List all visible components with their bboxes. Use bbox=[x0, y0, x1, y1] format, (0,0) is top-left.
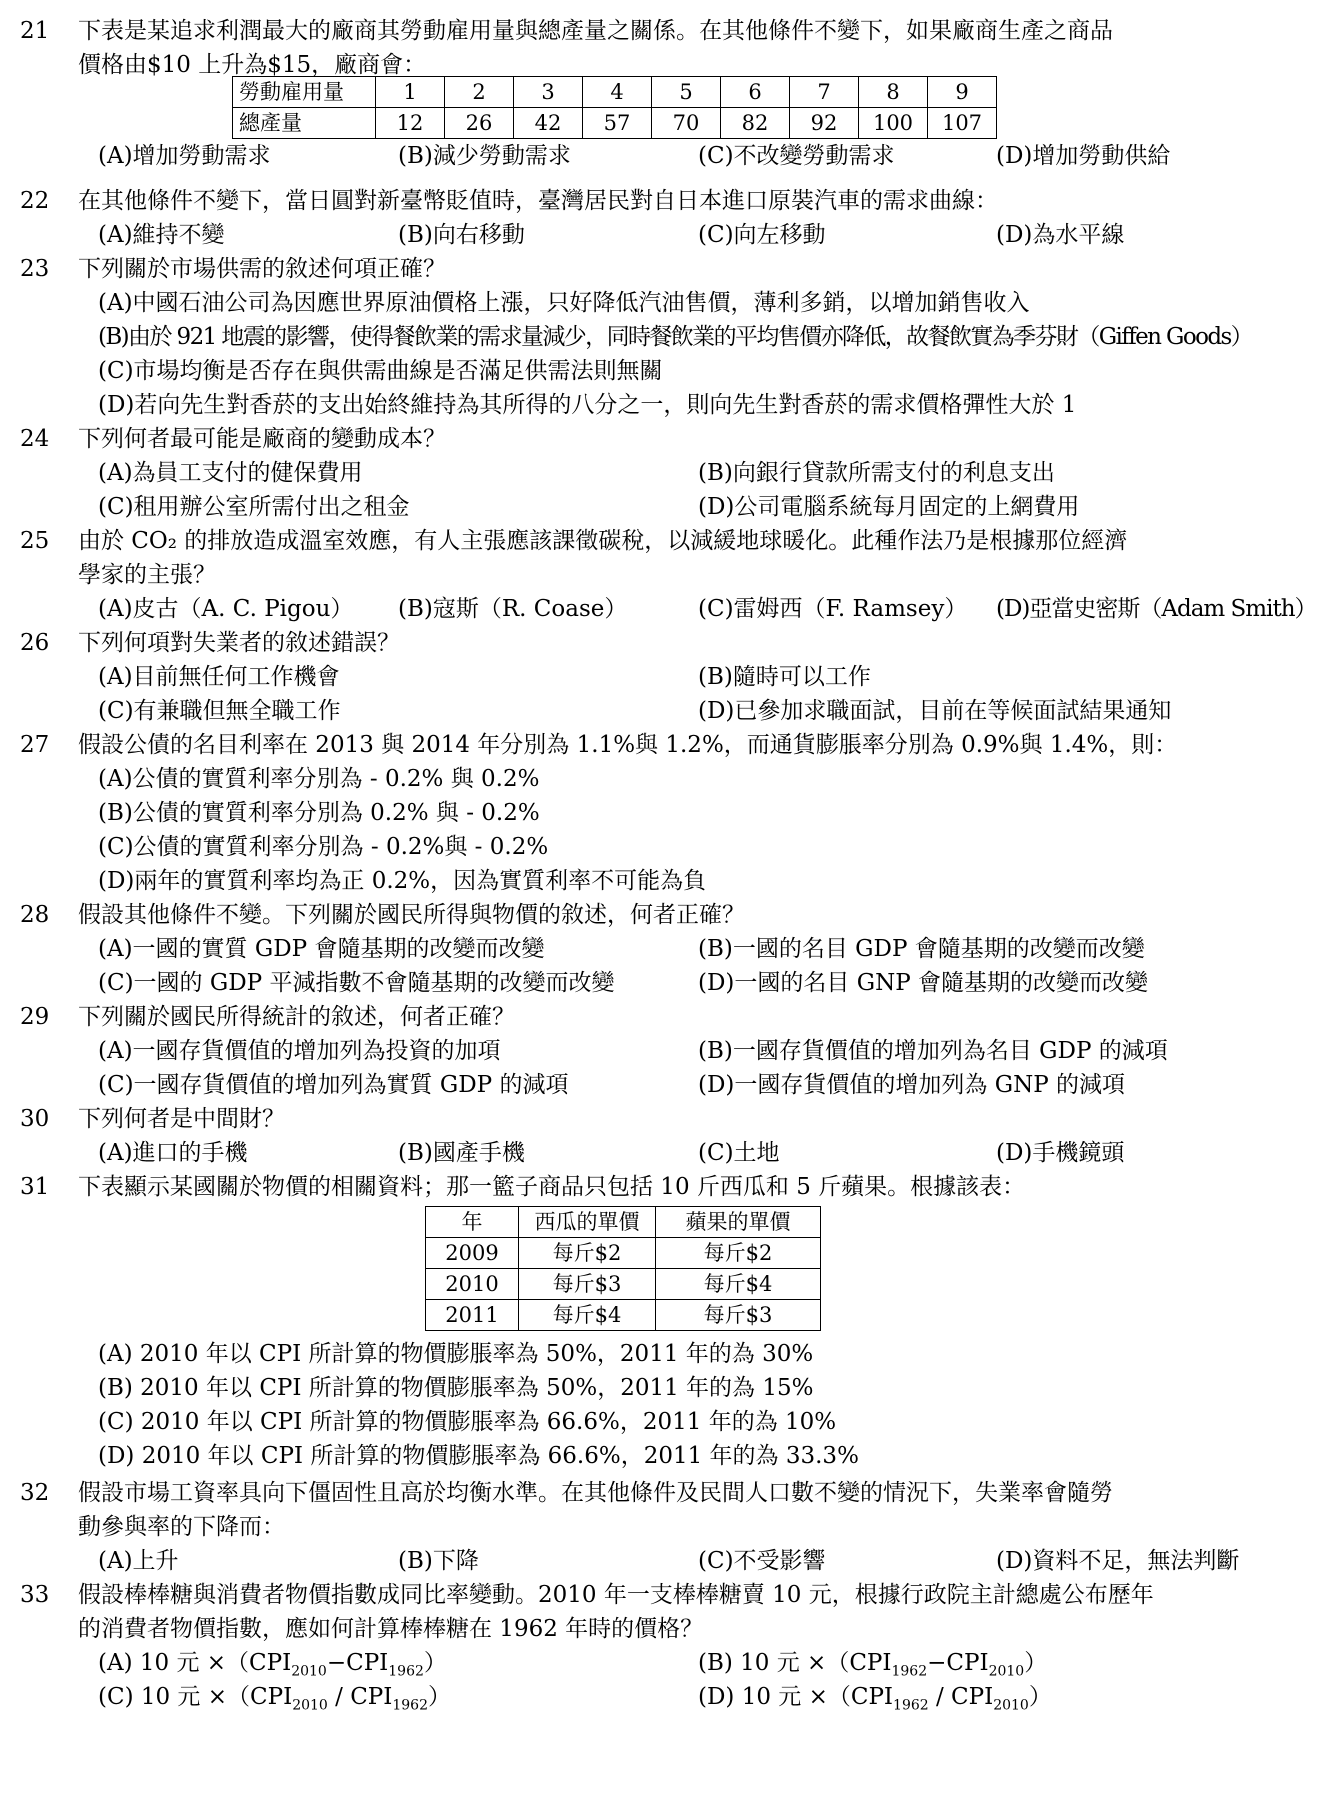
table-row: 年 西瓜的單價 蘋果的單價 bbox=[426, 1207, 821, 1238]
option-b: (B)一國的名目 GDP 會隨基期的改變而改變 bbox=[698, 936, 1145, 962]
options bbox=[78, 1034, 1260, 1102]
question-number: 28 bbox=[20, 902, 50, 928]
options bbox=[78, 932, 1260, 1000]
question-stem: 假設其他條件不變。下列關於國民所得與物價的敘述，何者正確？ bbox=[78, 902, 745, 928]
labor-output-table bbox=[232, 76, 997, 139]
question-number: 30 bbox=[20, 1106, 50, 1132]
options bbox=[78, 218, 1260, 252]
labor-output-table-wrap bbox=[232, 76, 1260, 139]
option-c: (C)公債的實質利率分別為 - 0.2%與 - 0.2% bbox=[98, 834, 549, 860]
question-26 bbox=[20, 626, 1260, 728]
question-number: 23 bbox=[20, 256, 50, 282]
option-a: (A)維持不變 bbox=[98, 222, 225, 248]
options bbox=[78, 1136, 1260, 1170]
option-b: (B)向右移動 bbox=[398, 222, 525, 248]
option-b: (B)下降 bbox=[398, 1548, 479, 1574]
question-25 bbox=[20, 524, 1317, 626]
option-d: (D)若向先生對香菸的支出始終維持為其所得的八分之一，則向先生對香菸的需求價格彈性大於 1 bbox=[98, 392, 1077, 418]
options bbox=[78, 139, 1260, 173]
option-b: (B)寇斯（R. Coase） bbox=[398, 596, 628, 622]
option-a: (A)增加勞動需求 bbox=[98, 143, 271, 169]
question-number: 26 bbox=[20, 630, 50, 656]
option-c: (C) 2010 年以 CPI 所計算的物價膨脹率為 66.6%，2011 年的為 10% bbox=[98, 1409, 837, 1435]
question-number: 29 bbox=[20, 1004, 50, 1030]
option-a: (A) 2010 年以 CPI 所計算的物價膨脹率為 50%，2011 年的為 30% bbox=[98, 1341, 814, 1367]
option-d: (D)資料不足，無法判斷 bbox=[996, 1548, 1240, 1574]
table-row: 勞動雇用量 1 2 3 4 5 6 7 8 9 bbox=[233, 77, 997, 108]
option-a: (A) 10 元 $\times(CPI_{2010}-CPI_{1962})$ bbox=[98, 1650, 447, 1680]
question-28 bbox=[20, 898, 1260, 1000]
option-b: (B)減少勞動需求 bbox=[398, 143, 571, 169]
options bbox=[78, 1646, 1260, 1714]
question-number: 32 bbox=[20, 1480, 50, 1506]
question-stem: 下列何者最可能是廠商的變動成本？ bbox=[78, 426, 446, 452]
question-number: 24 bbox=[20, 426, 50, 452]
question-21 bbox=[20, 14, 1260, 173]
option-c: (C) 10 元 $\times(CPI_{2010} / CPI_{1962})$ bbox=[98, 1684, 451, 1714]
options bbox=[78, 592, 1317, 626]
option-c: (C)有兼職但無全職工作 bbox=[98, 698, 341, 724]
question-32 bbox=[20, 1476, 1260, 1578]
option-b: (B)國產手機 bbox=[398, 1140, 525, 1166]
question-number: 25 bbox=[20, 528, 50, 554]
question-stem: 下表顯示某國關於物價的相關資料；那一籃子商品只包括 10 斤西瓜和 5 斤蘋果。根據該表： bbox=[78, 1174, 1026, 1200]
option-a: (A)進口的手機 bbox=[98, 1140, 248, 1166]
option-d: (D)為水平線 bbox=[996, 222, 1125, 248]
question-stem: 下列何者是中間財？ bbox=[78, 1106, 285, 1132]
table-row: 總產量 12 26 42 57 70 82 92 100 107 bbox=[233, 108, 997, 139]
option-c: (C)雷姆西（F. Ramsey） bbox=[698, 596, 968, 622]
option-d: (D) 2010 年以 CPI 所計算的物價膨脹率為 66.6%，2011 年的為 33.3% bbox=[98, 1443, 859, 1469]
option-c: (C)租用辦公室所需付出之租金 bbox=[98, 494, 410, 520]
option-a: (A)一國的實質 GDP 會隨基期的改變而改變 bbox=[98, 936, 545, 962]
option-d: (D)手機鏡頭 bbox=[996, 1140, 1125, 1166]
option-d: (D)一國的名目 GNP 會隨基期的改變而改變 bbox=[698, 970, 1148, 996]
question-number: 27 bbox=[20, 732, 50, 758]
question-22 bbox=[20, 184, 1260, 252]
question-31 bbox=[20, 1170, 1260, 1473]
question-24 bbox=[20, 422, 1260, 524]
option-c: (C)一國存貨價值的增加列為實質 GDP 的減項 bbox=[98, 1072, 569, 1098]
question-33 bbox=[20, 1578, 1260, 1714]
option-b: (B)一國存貨價值的增加列為名目 GDP 的減項 bbox=[698, 1038, 1168, 1064]
option-a: (A)公債的實質利率分別為 - 0.2% 與 0.2% bbox=[98, 766, 540, 792]
option-b: (B) 10 元 $\times(CPI_{1962}-CPI_{2010})$ bbox=[698, 1650, 1048, 1680]
option-a: (A)皮古（A. C. Pigou） bbox=[98, 596, 354, 622]
option-d: (D) 10 元 $\times(CPI_{1962} / CPI_{2010})$ bbox=[698, 1684, 1052, 1714]
option-c: (C)一國的 GDP 平減指數不會隨基期的改變而改變 bbox=[98, 970, 615, 996]
option-a: (A)目前無任何工作機會 bbox=[98, 664, 340, 690]
option-b: (B) 2010 年以 CPI 所計算的物價膨脹率為 50%，2011 年的為 15% bbox=[98, 1375, 814, 1401]
option-c: (C)土地 bbox=[698, 1140, 780, 1166]
price-table-wrap bbox=[425, 1206, 1260, 1331]
question-27 bbox=[20, 728, 1260, 898]
price-table bbox=[425, 1206, 821, 1331]
question-number: 31 bbox=[20, 1174, 50, 1200]
question-number: 22 bbox=[20, 188, 50, 214]
option-a: (A)為員工支付的健保費用 bbox=[98, 460, 363, 486]
table-row: 2011 每斤$4 每斤$3 bbox=[426, 1300, 821, 1331]
question-stem: 假設市場工資率具向下僵固性且高於均衡水準。在其他條件及民間人口數不變的情況下，失業率會隨勞 動參與率的下降而： bbox=[78, 1480, 1113, 1540]
question-30 bbox=[20, 1102, 1260, 1170]
options bbox=[78, 1337, 1260, 1473]
question-stem: 下表是某追求利潤最大的廠商其勞動雇用量與總產量之關係。在其他條件不變下，如果廠商生產之商品 價格由$10 上升為$15，廠商會： bbox=[78, 18, 1113, 78]
options bbox=[78, 660, 1260, 728]
options bbox=[78, 762, 1260, 898]
options bbox=[78, 1544, 1260, 1578]
option-c: (C)向左移動 bbox=[698, 222, 826, 248]
option-d: (D)已參加求職面試，目前在等候面試結果通知 bbox=[698, 698, 1172, 724]
option-c: (C)不改變勞動需求 bbox=[698, 143, 895, 169]
option-b: (B)公債的實質利率分別為 0.2% 與 - 0.2% bbox=[98, 800, 540, 826]
option-a: (A)上升 bbox=[98, 1548, 179, 1574]
option-d: (D)一國存貨價值的增加列為 GNP 的減項 bbox=[698, 1072, 1125, 1098]
question-stem: 假設公債的名目利率在 2013 與 2014 年分別為 1.1%與 1.2%，而通貨膨脹率分別為 0.9%與 1.4%，則： bbox=[78, 732, 1178, 758]
option-a: (A)中國石油公司為因應世界原油價格上漲，只好降低汽油售價，薄利多銷，以增加銷售收入 bbox=[98, 290, 1030, 316]
option-d: (D)公司電腦系統每月固定的上網費用 bbox=[698, 494, 1080, 520]
question-stem: 下列關於市場供需的敘述何項正確？ bbox=[78, 256, 446, 282]
option-a: (A)一國存貨價值的增加列為投資的加項 bbox=[98, 1038, 501, 1064]
option-d: (D)兩年的實質利率均為正 0.2%，因為實質利率不可能為負 bbox=[98, 868, 707, 894]
question-number: 33 bbox=[20, 1582, 50, 1608]
option-c: (C)不受影響 bbox=[698, 1548, 826, 1574]
option-d: (D)增加勞動供給 bbox=[996, 143, 1171, 169]
question-stem: 下列關於國民所得統計的敘述，何者正確？ bbox=[78, 1004, 515, 1030]
question-stem: 由於 CO₂ 的排放造成溫室效應，有人主張應該課徵碳稅，以減緩地球暖化。此種作法乃是根據那位經濟 學家的主張？ bbox=[78, 528, 1128, 588]
option-b: (B)向銀行貸款所需支付的利息支出 bbox=[698, 460, 1055, 486]
table-row: 2010 每斤$3 每斤$4 bbox=[426, 1269, 821, 1300]
question-29 bbox=[20, 1000, 1260, 1102]
options bbox=[78, 286, 1260, 422]
question-stem: 下列何項對失業者的敘述錯誤？ bbox=[78, 630, 400, 656]
question-stem: 在其他條件不變下，當日圓對新臺幣貶值時，臺灣居民對自日本進口原裝汽車的需求曲線： bbox=[78, 188, 998, 214]
table-row: 2009 每斤$2 每斤$2 bbox=[426, 1238, 821, 1269]
options bbox=[78, 456, 1260, 524]
question-number: 21 bbox=[20, 18, 50, 44]
option-b: (B)由於 921 地震的影響，使得餐飲業的需求量減少，同時餐飲業的平均售價亦降低，故餐飲實為季芬財（Giffen Goods） bbox=[98, 324, 1253, 350]
option-d: (D)亞當史密斯（Adam Smith） bbox=[996, 596, 1317, 622]
question-stem: 假設棒棒糖與消費者物價指數成同比率變動。2010 年一支棒棒糖賣 10 元，根據行政院主計總處公布歷年 的消費者物價指數，應如何計算棒棒糖在 1962 年時的價格？ bbox=[78, 1582, 1154, 1642]
question-23 bbox=[20, 252, 1260, 422]
option-c: (C)市場均衡是否存在與供需曲線是否滿足供需法則無關 bbox=[98, 358, 663, 384]
option-b: (B)隨時可以工作 bbox=[698, 664, 871, 690]
